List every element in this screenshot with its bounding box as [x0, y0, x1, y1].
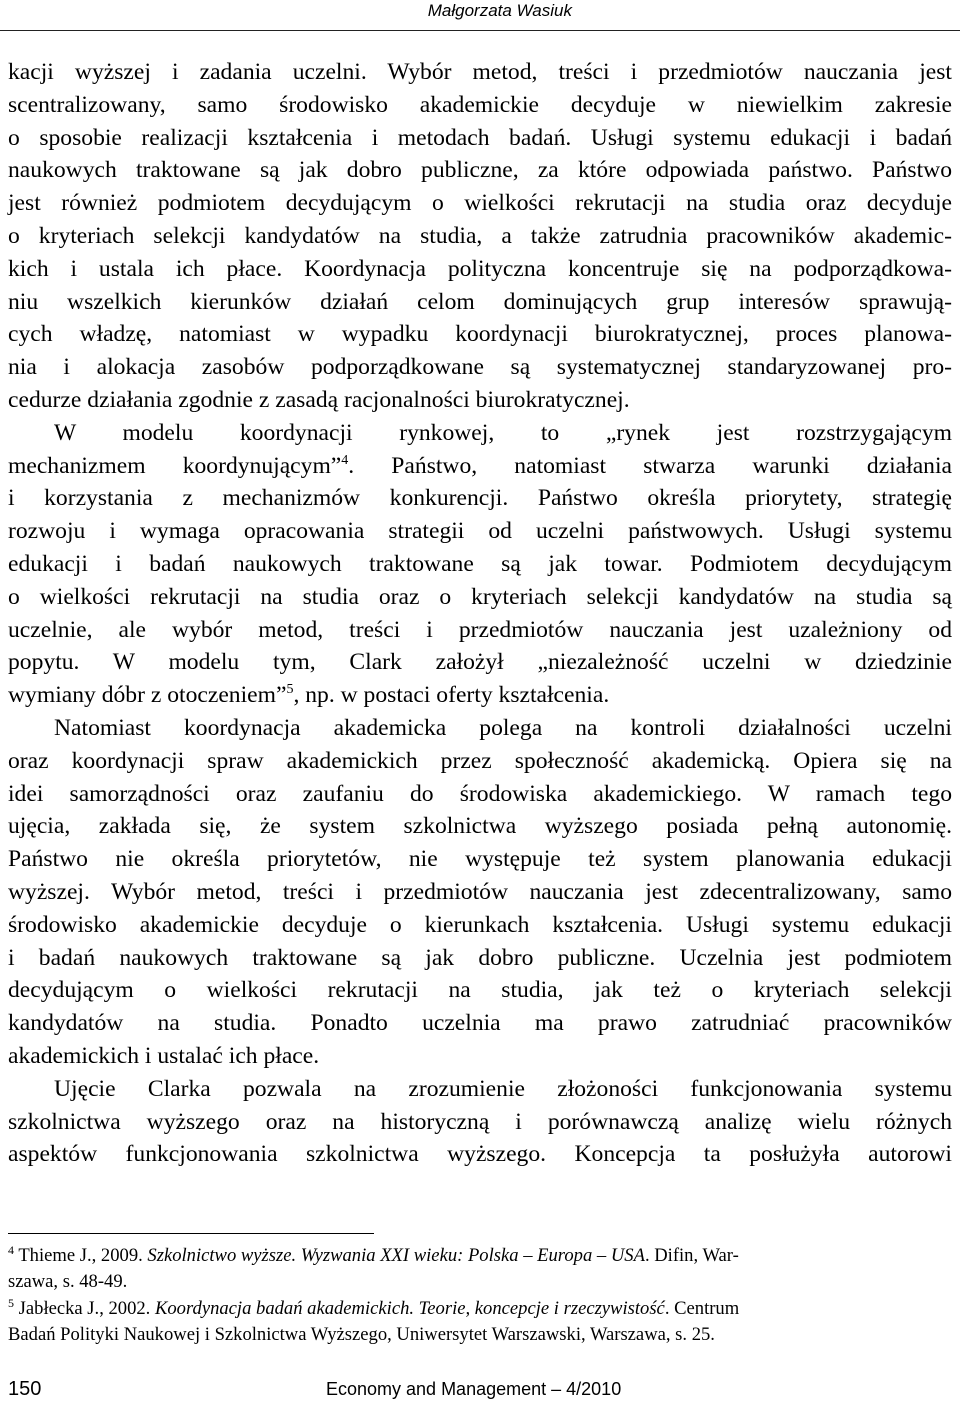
header-divider	[0, 30, 960, 31]
text-line: o sposobie realizacji kształcenia i metodach badań. Usługi systemu edukacji i badań	[8, 124, 952, 151]
paragraph-4	[8, 1073, 952, 1171]
article-body	[8, 56, 952, 1171]
footnote-title: Szkolnictwo wyższe. Wyzwania XXI wieku: Polska – Europa – USA	[147, 1245, 645, 1266]
text-line: edukacji i badań naukowych traktowane są jak towar. Podmiotem decydującym	[8, 550, 952, 577]
text-line	[8, 450, 952, 483]
text-line: o kryteriach selekcji kandydatów na studia, a także zatrudnia pracowników akademic-	[8, 222, 952, 249]
footnote-text: . Centrum	[664, 1297, 740, 1319]
footnote-number: 5	[8, 1295, 14, 1310]
text-line: scentralizowany, samo środowisko akademickie decyduje w niewielkim zakresie	[8, 91, 952, 118]
text-line: Państwo nie określa priorytetów, nie występuje też system planowania edukacji	[8, 846, 952, 873]
footnote-text: Badań Polityki Naukowej i Szkolnictwa Wyższego, Uniwersytet Warszawski, Warszawa, s. 25.	[8, 1324, 715, 1346]
text-line: cych władzę, natomiast w wypadku koordynacji biurokratycznej, proces planowa-	[8, 321, 952, 348]
paragraph-2	[8, 417, 952, 712]
footnotes	[8, 1243, 952, 1349]
footnote-text: Thieme J., 2009.	[18, 1245, 148, 1266]
text-line: Natomiast koordynacja akademicka polega na kontroli działalności uczelni	[54, 714, 952, 741]
text-line: aspektów funkcjonowania szkolnictwa wyższego. Koncepcja ta posłużyła autorowi	[8, 1141, 952, 1168]
running-header-author: Małgorzata Wasiuk	[427, 1, 572, 20]
text-line: niu wszelkich kierunków działań celom dominujących grup interesów sprawują-	[8, 288, 952, 315]
text-line: popytu. W modelu tym, Clark założył „niezależność uczelni w dziedzinie	[8, 649, 952, 676]
text-line: o wielkości rekrutacji na studia oraz o kryteriach selekcji kandydatów na studia są	[8, 583, 952, 610]
footnote-text: szawa, s. 48-49.	[8, 1271, 128, 1293]
text-line: akademickich i ustalać ich płace.	[8, 1042, 320, 1069]
text-line: i korzystania z mechanizmów konkurencji. Państwo określa priorytety, strategię	[8, 485, 952, 512]
text-line: kandydatów na studia. Ponadto uczelnia ma prawo zatrudniać pracowników	[8, 1010, 952, 1037]
paragraph-3	[8, 712, 952, 1073]
text-line: naukowych traktowane są jak dobro publiczne, za które odpowiada państwo. Państwo	[8, 157, 952, 184]
journal-name: Economy and Management – 4/2010	[326, 1379, 622, 1399]
footnote-ref-4[interactable]: 4	[341, 452, 349, 468]
footnote-ref-5[interactable]: 5	[286, 682, 294, 698]
footnote-text: Jabłecka J., 2002.	[18, 1297, 155, 1319]
text-span: . Państwo, natomiast stwarza warunki działania	[348, 452, 952, 479]
text-line: rozwoju i wymaga opracowania strategii od uczelni państwowych. Usługi systemu	[8, 518, 952, 545]
text-line: i badań naukowych traktowane są jak dobro publiczne. Uczelnia jest podmiotem	[8, 944, 952, 971]
text-line: środowisko akademickie decyduje o kierunkach kształcenia. Usługi systemu edukacji	[8, 911, 952, 938]
text-line: kacji wyższej i zadania uczelni. Wybór metod, treści i przedmiotów nauczania jest	[8, 59, 952, 85]
text-line: kich i ustala ich płace. Koordynacja polityczna koncentruje się na podporządkowa-	[8, 255, 952, 282]
text-line: oraz koordynacji spraw akademickich przez społeczność akademicką. Opiera się na	[8, 747, 952, 774]
text-line: nia i alokacja zasobów podporządkowane są systematycznej standaryzowanej pro-	[8, 354, 952, 381]
text-line: uczelnie, ale wybór metod, treści i przedmiotów nauczania jest uzależniony od	[8, 616, 952, 643]
text-line: cedurze działania zgodnie z zasadą racjonalności biurokratycznej.	[8, 386, 630, 413]
text-line: szkolnictwa wyższego oraz na historyczną i porównawczą analizę wielu różnych	[8, 1108, 952, 1135]
text-line: idei samorządności oraz zaufaniu do środowiska akademickiego. W ramach tego	[8, 780, 952, 807]
footnote-number: 4	[8, 1243, 14, 1257]
footnote-5	[8, 1296, 952, 1349]
footnote-4	[8, 1243, 952, 1296]
text-span: wymiany dóbr z otoczeniem”	[8, 682, 287, 709]
text-line: ujęcia, zakłada się, że system szkolnictwa wyższego posiada pełną autonomię.	[8, 813, 952, 840]
text-line: Ujęcie Clarka pozwala na zrozumienie złożoności funkcjonowania systemu	[54, 1075, 952, 1102]
footnote-title: Koordynacja badań akademickich. Teorie, koncepcje i rzeczywistość	[154, 1297, 665, 1319]
page-number: 150	[8, 1378, 42, 1400]
text-span: mechanizmem koordynującym”	[8, 452, 342, 479]
text-span: , np. w postaci oferty kształcenia.	[293, 682, 610, 709]
text-line: wyższej. Wybór metod, treści i przedmiotów nauczania jest zdecentralizowany, samo	[8, 878, 952, 905]
footnote-divider	[8, 1233, 374, 1234]
text-line: decydującym o wielkości rekrutacji na studia, jak też o kryteriach selekcji	[8, 977, 952, 1004]
text-line: jest również podmiotem decydującym o wielkości rekrutacji na studia oraz decyduje	[8, 190, 952, 217]
paragraph-1	[8, 56, 952, 417]
footnote-text: . Difin, War-	[644, 1245, 739, 1266]
text-line	[8, 679, 952, 712]
text-line: W modelu koordynacji rynkowej, to „rynek jest rozstrzygającym	[54, 419, 952, 446]
